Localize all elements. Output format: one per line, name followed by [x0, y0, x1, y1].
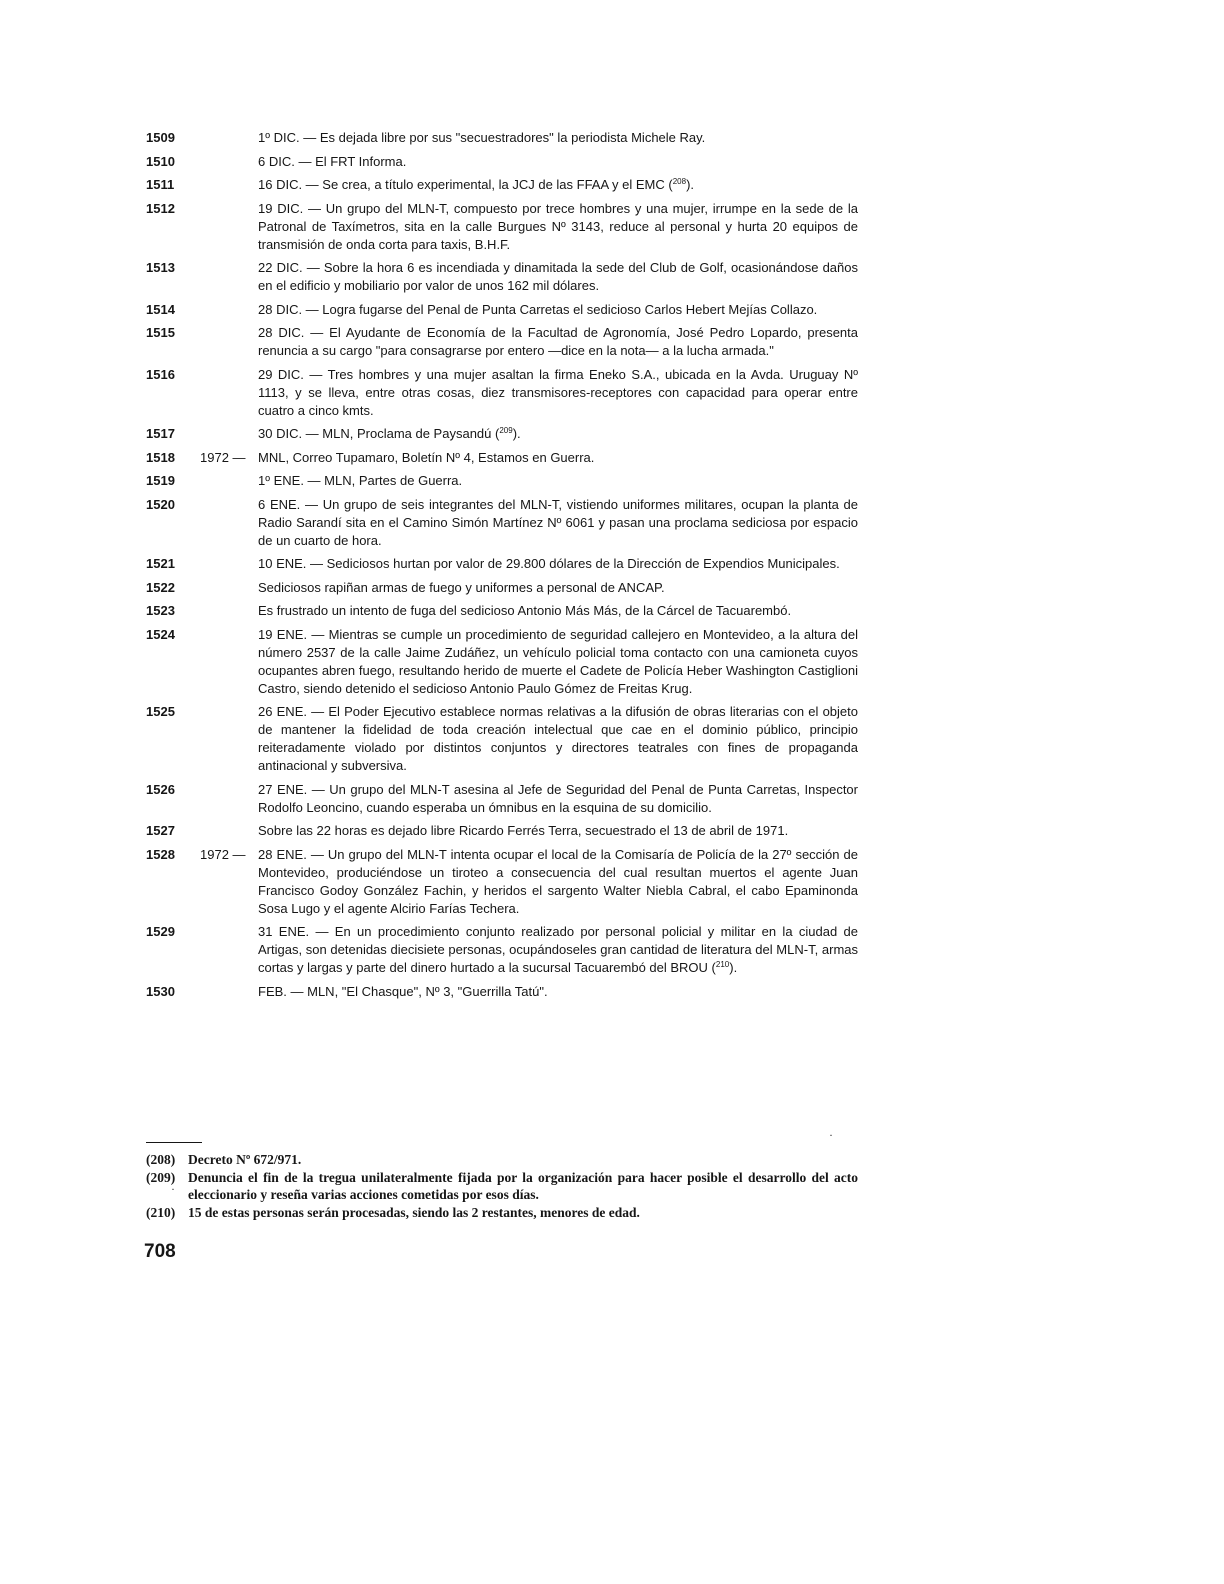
entry-text-main: 29 DIC. — Tres hombres y una mujer asaltan la firma Eneko S.A., ubicada en la Avda. Uruguay Nº 1113, y se lleva, entre otras cosas, diez transmisores-receptores con capacidad para operar entre cuatro a cinco kmts. [258, 366, 858, 418]
chronology-entry [146, 366, 858, 420]
entry-text-main: 28 ENE. — Un grupo del MLN-T intenta ocupar el local de la Comisaría de Policía de la 27º sección de Montevideo, produciéndose un tiroteo a consecuencia del cual resultan muertos el agente Juan Francisco Godoy González Fachin, y heridos el sargento Walter Niebla Cabral, el cabo Epaminonda Sosa Lugo y el agente Alcirio Farías Techera. [258, 846, 858, 916]
entry-text-end: ). [686, 177, 695, 192]
entry-text-main: Sediciosos rapiñan armas de fuego y uniformes a personal de ANCAP. [258, 579, 665, 595]
entry-number: 1510 [146, 153, 175, 169]
entry-text-main: Es frustrado un intento de fuga del sedicioso Antonio Más Más, de la Cárcel de Tacuarembó. [258, 603, 792, 618]
entry-number: 1524 [146, 626, 175, 642]
chronology-entry [146, 983, 858, 1001]
chronology-entry [146, 781, 858, 817]
entry-number: 1523 [146, 603, 175, 618]
entry-number: 1518 [146, 449, 175, 465]
entry-number: 1509 [146, 130, 175, 145]
entry-text-main: 22 DIC. — Sobre la hora 6 es incendiada y dinamitada la sede del Club de Golf, ocasionándose daños en el edificio y mobiliario por valor de unos 162 mil dólares. [258, 260, 858, 293]
entry-number: 1512 [146, 200, 175, 216]
entry-text-main: 6 DIC. — El FRT Informa. [258, 153, 407, 169]
chronology-entry [146, 822, 858, 840]
chronology-entry [146, 200, 858, 254]
entry-text [258, 129, 858, 147]
entry-number: 1514 [146, 301, 175, 317]
entry-number: 1525 [146, 704, 175, 719]
footnote [146, 1151, 858, 1169]
chronology-entry [146, 301, 858, 319]
footnote-number: (210) [146, 1204, 176, 1220]
entry-text [258, 496, 858, 550]
entry-text [258, 983, 858, 1001]
entry-number: 1519 [146, 473, 175, 488]
entry-text [258, 626, 858, 698]
footnote-number: (209) [146, 1169, 176, 1185]
entry-text-main: 31 ENE. — En un procedimiento conjunto realizado por personal policial y militar en la ciudad de Artigas, son detenidas diecisiete personas, ocupándoseles gran cantidad de literatura del MLN-T, armas cortas y largas y parte del dinero hurtado a la sucursal Tacuarembó del BROU ( [258, 924, 858, 975]
entry-text [258, 472, 858, 490]
entry-text [258, 703, 858, 775]
chronology-entry [146, 176, 858, 194]
entry-number: 1521 [146, 556, 175, 571]
footnote-ref: 209 [499, 426, 513, 435]
footnotes [146, 1151, 858, 1221]
entry-number: 1526 [146, 781, 175, 797]
entry-number: 1517 [146, 426, 175, 441]
entry-text-main: 28 DIC. — El Ayudante de Economía de la Facultad de Agronomía, José Pedro Lopardo, presenta renuncia a su cargo "para consagrarse por entero —dice en la nota— a la lucha armada." [258, 325, 858, 358]
scan-speck: · [829, 1128, 833, 1142]
entry-text [258, 822, 858, 840]
entry-text-main: MNL, Correo Tupamaro, Boletín Nº 4, Estamos en Guerra. [258, 449, 595, 465]
footnote-number: (208) [146, 1152, 176, 1167]
entry-year: 1972 — [200, 846, 246, 862]
entry-text-main: 27 ENE. — Un grupo del MLN-T asesina al Jefe de Seguridad del Penal de Punta Carretas, Inspector Rodolfo Leoncino, cuando esperaba un ómnibus en la esquina de su domicilio. [258, 781, 858, 815]
entry-text [258, 200, 858, 254]
entry-number: 1511 [146, 177, 175, 192]
entry-number: 1530 [146, 983, 175, 999]
footnote-ref: 208 [672, 177, 687, 186]
entry-text-main: Sobre las 22 horas es dejado libre Ricardo Ferrés Terra, secuestrado el 13 de abril de 1971. [258, 823, 789, 838]
footnote [146, 1169, 858, 1204]
entry-number: 1522 [146, 579, 175, 595]
entry-number: 1527 [146, 823, 175, 838]
entry-number: 1515 [146, 325, 175, 340]
chronology-entry [146, 703, 858, 775]
entry-year: 1972 — [200, 449, 246, 465]
entry-text [258, 366, 858, 420]
entry-text-main: 30 DIC. — MLN, Proclama de Paysandú ( [258, 426, 500, 441]
page-number: 708 [144, 1241, 176, 1262]
entry-text [258, 153, 858, 171]
entry-text-main: 6 ENE. — Un grupo de seis integrantes del MLN-T, vistiendo uniformes militares, ocupan la planta de Radio Sarandí sita en el Camino Simón Martínez Nº 6061 y pasan una proclama sediciosa por espacio de un cuarto de hora. [258, 496, 858, 548]
chronology-entry [146, 425, 858, 443]
entry-text [258, 425, 858, 443]
footnote-text: Denuncia el fin de la tregua unilateralmente fijada por la organización para hacer posible el desarrollo del acto eleccionario y reseña varias acciones cometidas por esos días. [188, 1169, 858, 1202]
entry-number: 1516 [146, 366, 175, 382]
entry-text [258, 324, 858, 360]
entry-number: 1529 [146, 924, 175, 939]
chronology-entry [146, 129, 858, 147]
entry-text [258, 555, 858, 573]
entry-text-main: 19 DIC. — Un grupo del MLN-T, compuesto por trece hombres y una mujer, irrumpe en la sede de la Patronal de Taxímetros, sita en la calle Burgues Nº 3143, reduce al personal y hurta 20 equipos de transmisión de onda corta para taxis, B.H.F. [258, 200, 858, 252]
chronology-entry [146, 579, 858, 597]
chronology-list [146, 129, 858, 1006]
entry-text [258, 301, 858, 319]
footnote-rule [146, 1142, 202, 1143]
chronology-entry [146, 472, 858, 490]
entry-text-main: 10 ENE. — Sediciosos hurtan por valor de 29.800 dólares de la Dirección de Expendios Municipales. [258, 556, 840, 571]
footnote-text: Decreto Nº 672/971. [188, 1152, 302, 1167]
chronology-entry [146, 602, 858, 620]
entry-text [258, 923, 858, 977]
entry-text-main: 28 DIC. — Logra fugarse del Penal de Punta Carretas el sedicioso Carlos Hebert Mejías Collazo. [258, 301, 818, 317]
entry-text [258, 449, 858, 467]
entry-text-main: FEB. — MLN, "El Chasque", Nº 3, "Guerrilla Tatú". [258, 983, 548, 999]
chronology-entry [146, 923, 858, 977]
chronology-entry [146, 626, 858, 698]
entry-number: 1513 [146, 260, 175, 275]
entry-text [258, 846, 858, 918]
chronology-entry [146, 846, 858, 918]
entry-text-main: 16 DIC. — Se crea, a título experimental, la JCJ de las FFAA y el EMC ( [258, 177, 673, 192]
entry-text [258, 602, 858, 620]
entry-text [258, 579, 858, 597]
chronology-entry [146, 449, 858, 467]
chronology-entry [146, 555, 858, 573]
footnote-text: 15 de estas personas serán procesadas, siendo las 2 restantes, menores de edad. [188, 1204, 640, 1220]
scan-speck: · [171, 1182, 175, 1196]
entry-text-end: ). [729, 960, 738, 975]
footnote [146, 1204, 858, 1222]
entry-text [258, 781, 858, 817]
entry-text-main: 1º ENE. — MLN, Partes de Guerra. [258, 473, 463, 488]
chronology-entry [146, 324, 858, 360]
entry-text-main: 19 ENE. — Mientras se cumple un procedimiento de seguridad callejero en Montevideo, a la altura del número 2537 de la calle Jaime Zudáñez, un vehículo policial toma contacto con una camioneta cuyos ocupantes abren fuego, resultando herido de muerte el Cadete de Policía Heber Washington Castiglioni Castro, siendo detenido el sedicioso Antonio Paulo Gómez de Freitas Krug. [258, 626, 858, 696]
entry-number: 1520 [146, 496, 175, 512]
footnote-ref: 210 [715, 960, 730, 969]
entry-text-end: ). [512, 426, 521, 441]
chronology-entry [146, 496, 858, 550]
entry-text-main: 26 ENE. — El Poder Ejecutivo establece normas relativas a la difusión de obras literarias con el objeto de mantener la fidelidad de toda creación intelectual que cae en el dominio público, principio reiteradamente violado por distintos conjuntos y directores teatrales con fines de propaganda antinacional y subversiva. [258, 704, 858, 773]
entry-text-main: 1º DIC. — Es dejada libre por sus "secuestradores" la periodista Michele Ray. [258, 130, 706, 145]
chronology-entry [146, 259, 858, 295]
chronology-entry [146, 153, 858, 171]
entry-number: 1528 [146, 846, 175, 862]
entry-text [258, 176, 858, 194]
entry-text [258, 259, 858, 295]
